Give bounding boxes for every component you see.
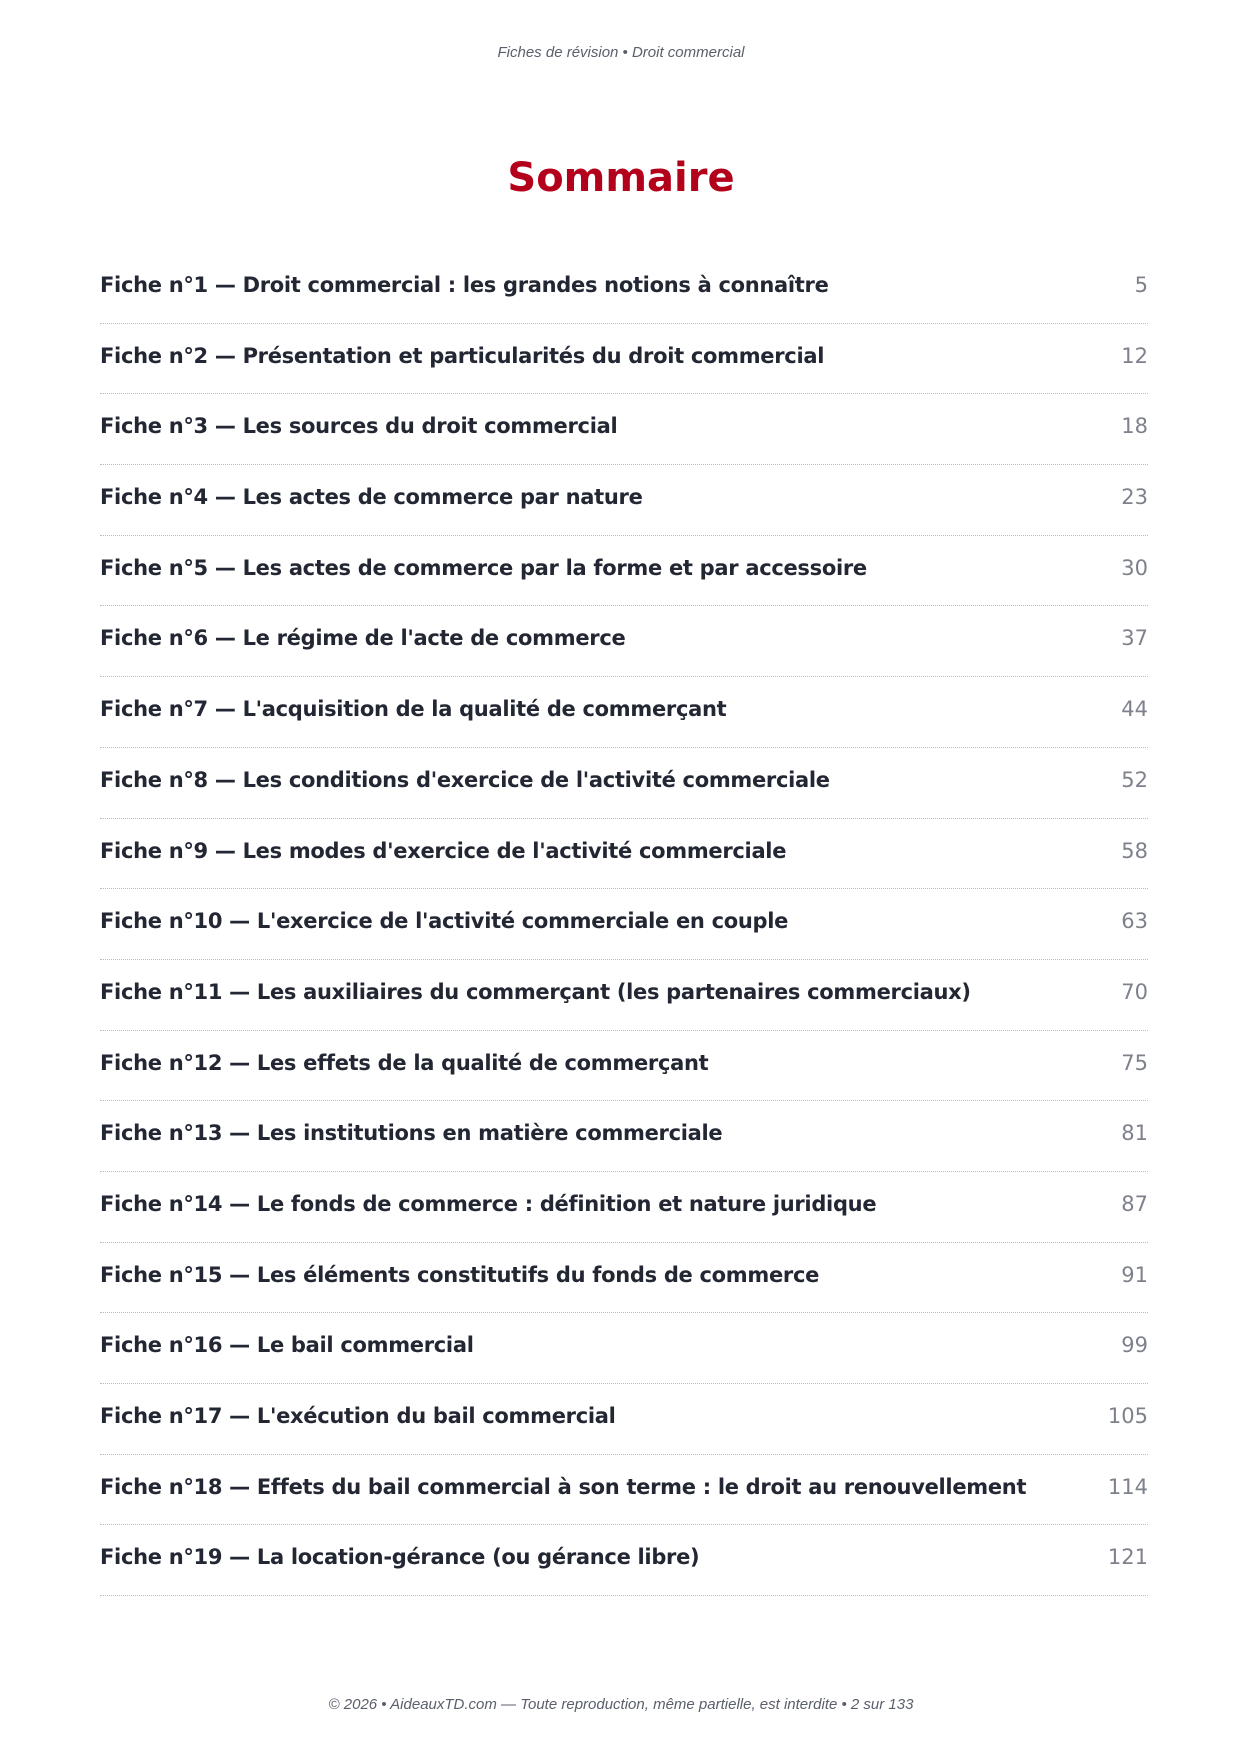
toc-entry-page-number: 121 [1107, 1545, 1148, 1570]
toc-entry[interactable] [100, 889, 1148, 960]
toc-entry-title: Fiche n°10 — L'exercice de l'activité commerciale en couple [100, 909, 789, 934]
toc-entry[interactable] [100, 1243, 1148, 1314]
toc-entry[interactable] [100, 1455, 1148, 1526]
toc-entry-title: Fiche n°9 — Les modes d'exercice de l'activité commerciale [100, 838, 787, 863]
toc-entry-title: Fiche n°13 — Les institutions en matière commerciale [100, 1121, 723, 1146]
toc-entry-page-number: 75 [1121, 1050, 1148, 1075]
table-of-contents [100, 253, 1148, 1596]
toc-entry-page-number: 114 [1107, 1474, 1148, 1499]
toc-entry-page-number: 81 [1121, 1121, 1148, 1146]
toc-entry-title: Fiche n°11 — Les auxiliaires du commerçant (les partenaires commerciaux) [100, 979, 971, 1004]
toc-entry-page-number: 63 [1121, 909, 1148, 934]
toc-entry[interactable] [100, 1313, 1148, 1384]
toc-entry-page-number: 5 [1134, 273, 1148, 297]
running-footer: © 2026 • AideauxTD.com — Toute reproduction, même partielle, est interdite • 2 sur 133 [328, 1696, 914, 1713]
toc-entry[interactable] [100, 677, 1148, 748]
toc-entry[interactable] [100, 1384, 1148, 1455]
toc-entry-title: Fiche n°2 — Présentation et particularités du droit commercial [100, 343, 825, 368]
toc-entry[interactable] [100, 819, 1148, 890]
toc-entry-title: Fiche n°12 — Les effets de la qualité de commerçant [100, 1050, 709, 1075]
toc-entry[interactable] [100, 394, 1148, 465]
toc-entry[interactable] [100, 324, 1148, 395]
toc-entry[interactable] [100, 253, 1148, 324]
toc-entry-page-number: 37 [1121, 626, 1148, 651]
toc-entry[interactable] [100, 536, 1148, 607]
toc-entry-title: Fiche n°8 — Les conditions d'exercice de l'activité commerciale [100, 767, 830, 792]
toc-entry-page-number: 87 [1121, 1191, 1148, 1216]
toc-entry[interactable] [100, 606, 1148, 677]
page-title: Sommaire [507, 155, 735, 201]
toc-entry-page-number: 52 [1121, 767, 1148, 792]
toc-entry-page-number: 12 [1121, 343, 1148, 368]
toc-entry-page-number: 18 [1121, 414, 1148, 439]
toc-entry[interactable] [100, 1031, 1148, 1102]
toc-entry[interactable] [100, 1172, 1148, 1243]
toc-entry-title: Fiche n°19 — La location-gérance (ou gérance libre) [100, 1545, 700, 1570]
toc-entry-page-number: 99 [1121, 1333, 1148, 1358]
toc-entry-title: Fiche n°7 — L'acquisition de la qualité de commerçant [100, 697, 727, 722]
toc-entry-page-number: 44 [1121, 697, 1148, 722]
toc-entry-title: Fiche n°14 — Le fonds de commerce : définition et nature juridique [100, 1191, 877, 1216]
toc-entry[interactable] [100, 960, 1148, 1031]
toc-entry[interactable] [100, 748, 1148, 819]
toc-entry-page-number: 91 [1121, 1262, 1148, 1287]
toc-entry-title: Fiche n°3 — Les sources du droit commercial [100, 414, 618, 439]
toc-entry-title: Fiche n°16 — Le bail commercial [100, 1333, 474, 1358]
toc-entry[interactable] [100, 1525, 1148, 1596]
toc-entry[interactable] [100, 465, 1148, 536]
toc-entry-page-number: 23 [1121, 485, 1148, 510]
toc-entry-title: Fiche n°5 — Les actes de commerce par la forme et par accessoire [100, 555, 867, 580]
toc-entry-title: Fiche n°4 — Les actes de commerce par nature [100, 485, 643, 510]
running-header: Fiches de révision • Droit commercial [497, 44, 745, 61]
toc-entry-title: Fiche n°18 — Effets du bail commercial à son terme : le droit au renouvellement [100, 1474, 1027, 1499]
toc-entry-page-number: 58 [1121, 838, 1148, 863]
toc-entry-page-number: 30 [1121, 555, 1148, 580]
toc-entry-title: Fiche n°6 — Le régime de l'acte de commerce [100, 626, 626, 651]
toc-entry-title: Fiche n°1 — Droit commercial : les grandes notions à connaître [100, 273, 829, 297]
toc-entry-title: Fiche n°17 — L'exécution du bail commercial [100, 1404, 616, 1428]
toc-entry-page-number: 105 [1107, 1404, 1148, 1428]
toc-entry-title: Fiche n°15 — Les éléments constitutifs du fonds de commerce [100, 1262, 820, 1287]
toc-entry[interactable] [100, 1101, 1148, 1172]
toc-entry-page-number: 70 [1121, 979, 1148, 1004]
